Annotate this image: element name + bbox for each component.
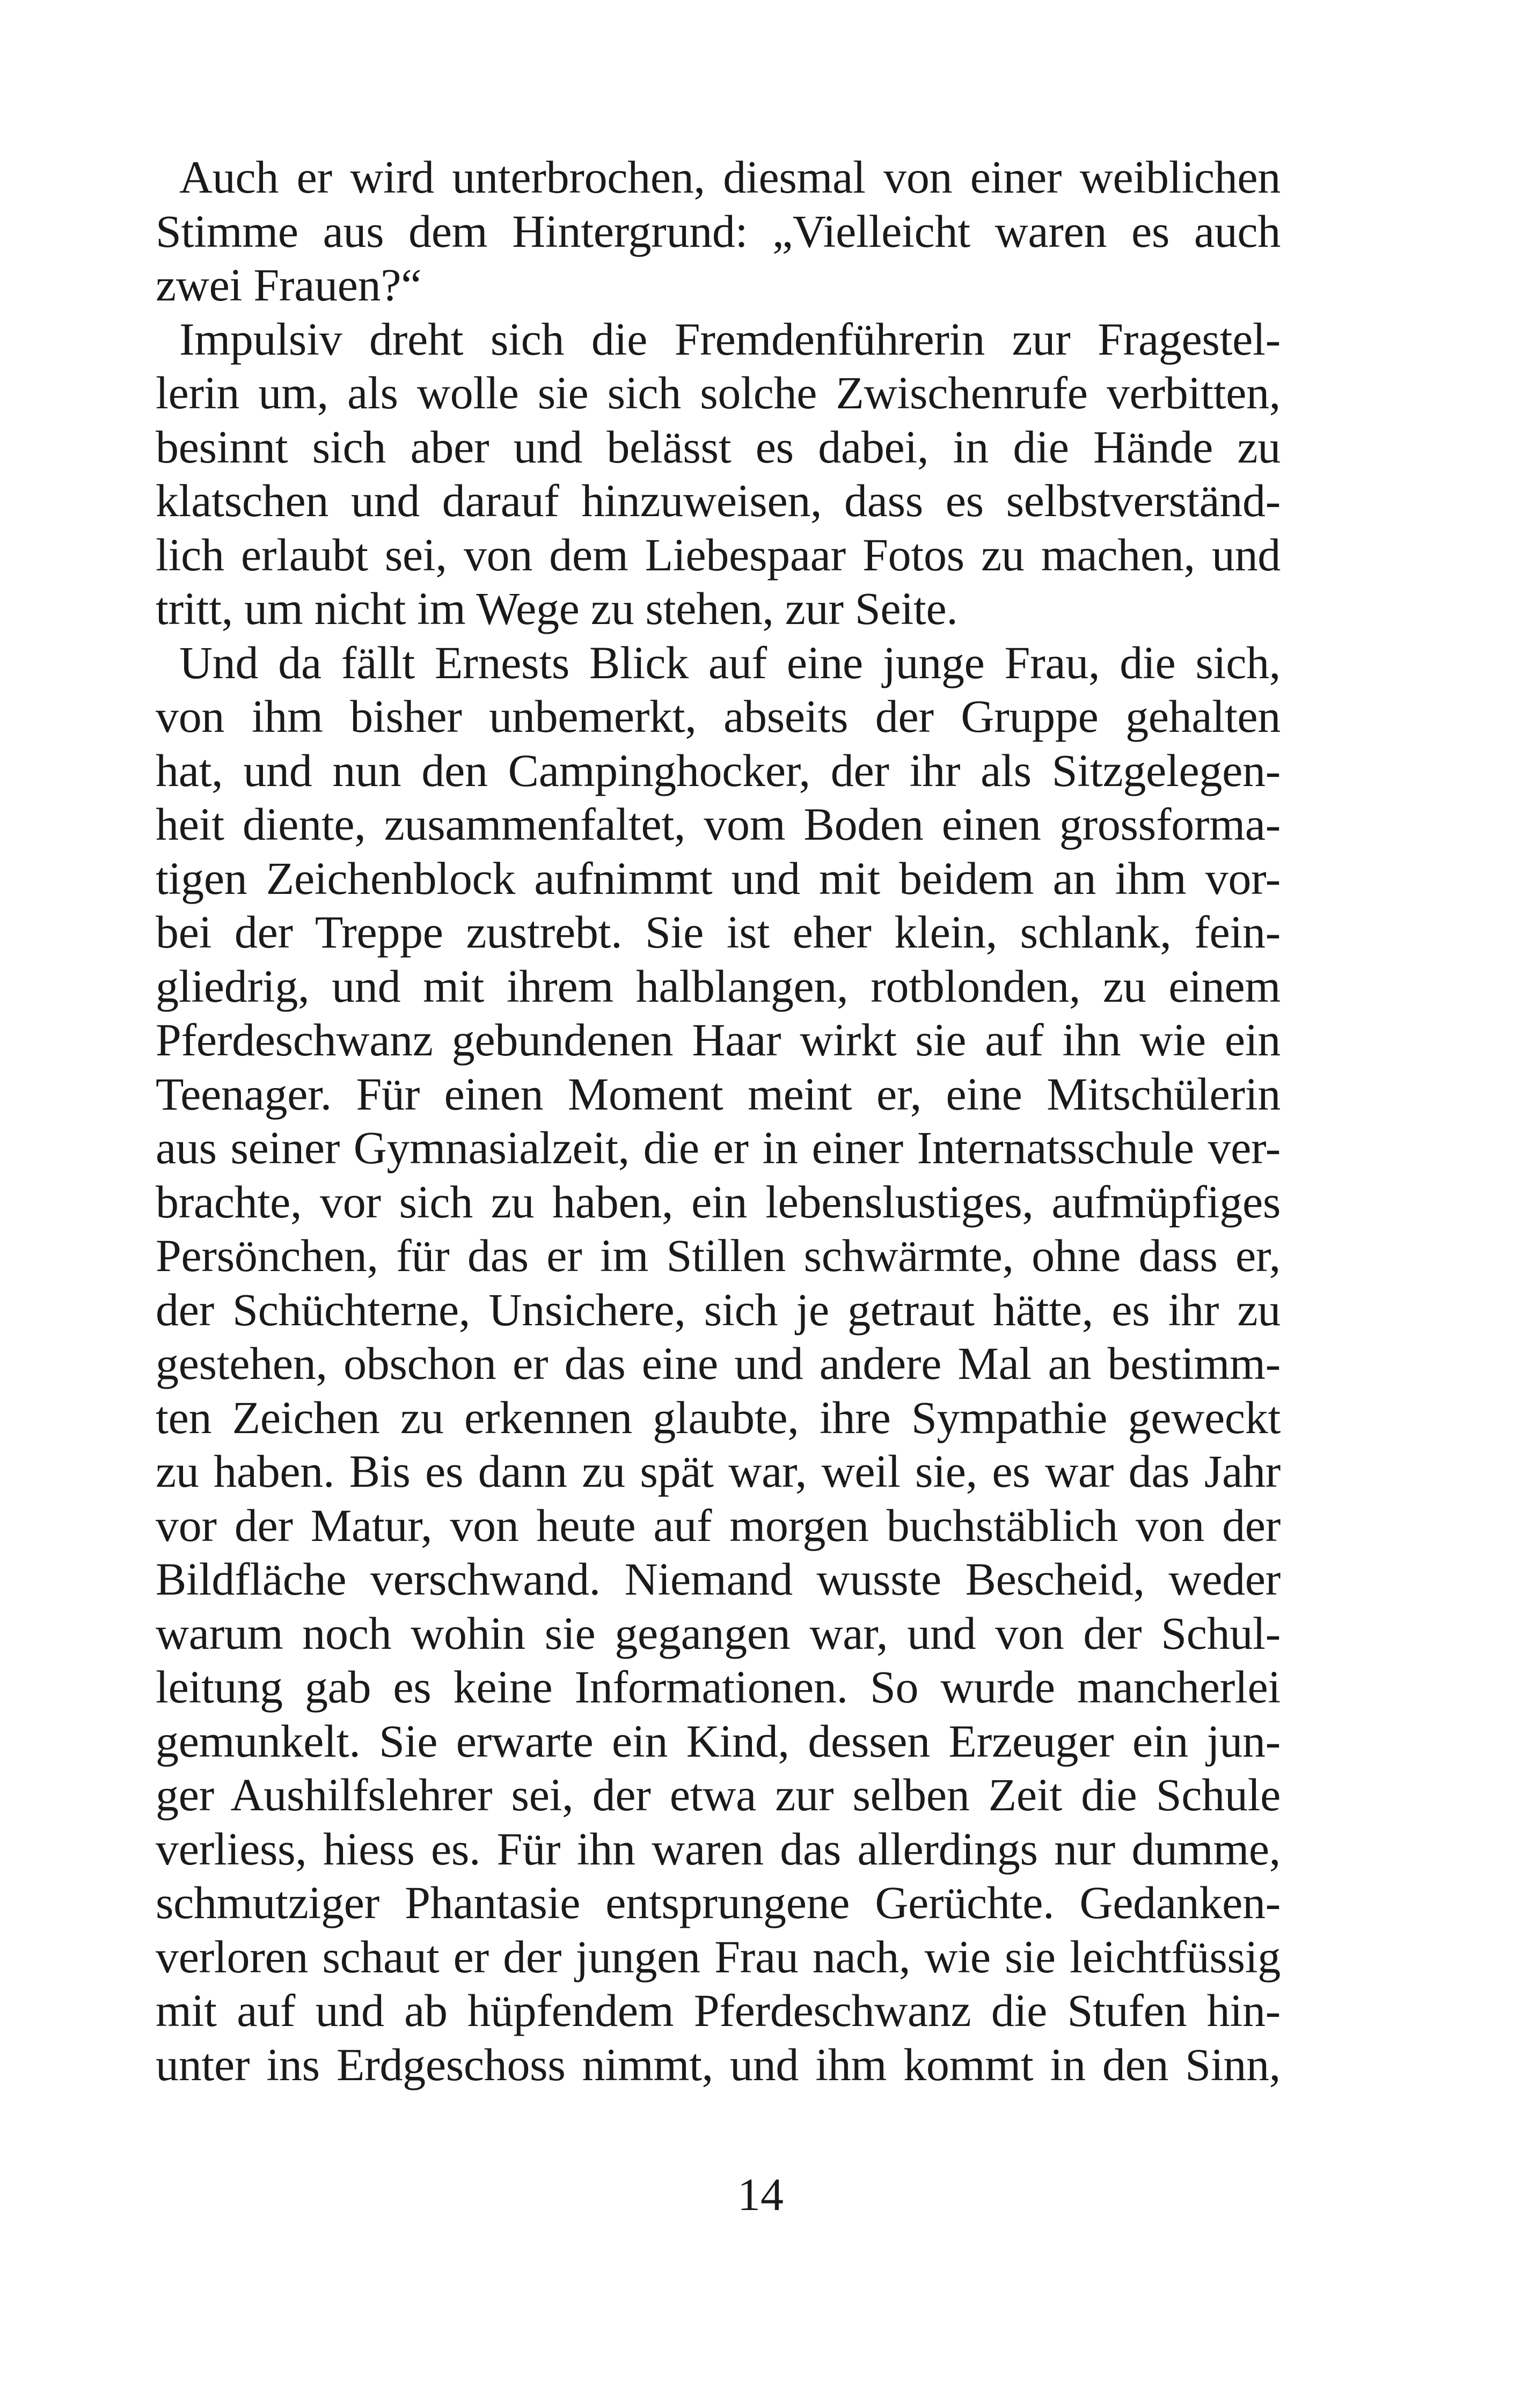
text-line: ten Zeichen zu erkennen glaubte, ihre Sympathie geweckt — [156, 1391, 1281, 1443]
text-line: gestehen, obschon er das eine und andere Mal an bestimm- — [156, 1338, 1281, 1389]
text-line: hat, und nun den Campinghocker, der ihr als Sitzgelegen- — [156, 744, 1281, 796]
text-line: unter ins Erdgeschoss nimmt, und ihm kommt in den Sinn, — [156, 2038, 1281, 2090]
text-line: heit diente, zusammenfaltet, vom Boden einen grossforma- — [156, 798, 1281, 850]
text-line: Persönchen, für das er im Stillen schwärmte, ohne dass er, — [156, 1230, 1281, 1281]
text-line: Impulsiv dreht sich die Fremdenführerin zur Fragestel- — [179, 313, 1281, 365]
text-line: tigen Zeichenblock aufnimmt und mit beidem an ihm vor- — [156, 852, 1281, 904]
body-text — [156, 150, 1281, 2091]
text-line: brachte, vor sich zu haben, ein lebenslustiges, aufmüpfiges — [156, 1176, 1281, 1228]
text-line: zwei Frauen?“ — [156, 259, 422, 311]
text-line: von ihm bisher unbemerkt, abseits der Gruppe gehalten — [156, 691, 1281, 742]
text-line: zu haben. Bis es dann zu spät war, weil sie, es war das Jahr — [156, 1445, 1281, 1497]
text-line: vor der Matur, von heute auf morgen buchstäblich von der — [156, 1499, 1281, 1551]
text-line: gemunkelt. Sie erwarte ein Kind, dessen Erzeuger ein jun- — [156, 1715, 1281, 1767]
text-line: Bildfläche verschwand. Niemand wusste Bescheid, weder — [156, 1553, 1281, 1605]
page-number: 14 — [737, 2169, 784, 2220]
text-line: leitung gab es keine Informationen. So wurde mancherlei — [156, 1661, 1281, 1713]
text-line: besinnt sich aber und belässt es dabei, in die Hände zu — [156, 421, 1281, 473]
text-line: Stimme aus dem Hintergrund: „Vielleicht waren es auch — [156, 205, 1281, 257]
text-line: bei der Treppe zustrebt. Sie ist eher klein, schlank, fein- — [156, 906, 1281, 958]
text-line: Teenager. Für einen Moment meint er, eine Mitschülerin — [156, 1068, 1281, 1120]
text-line: verliess, hiess es. Für ihn waren das allerdings nur dumme, — [156, 1823, 1281, 1875]
text-line: lich erlaubt sei, von dem Liebespaar Fotos zu machen, und — [156, 528, 1281, 581]
text-line: mit auf und ab hüpfendem Pferdeschwanz die Stufen hin- — [156, 1985, 1281, 2036]
text-line: lerin um, als wolle sie sich solche Zwischenrufe verbitten, — [156, 367, 1281, 419]
text-line: Pferdeschwanz gebundenen Haar wirkt sie auf ihn wie ein — [156, 1014, 1281, 1066]
text-line: Und da fällt Ernests Blick auf eine junge Frau, die sich, — [179, 636, 1281, 688]
text-line: aus seiner Gymnasialzeit, die er in einer Internatsschule ver- — [156, 1122, 1281, 1173]
text-line: Auch er wird unterbrochen, diesmal von einer weiblichen — [179, 151, 1281, 203]
text-line: warum noch wohin sie gegangen war, und von der Schul- — [156, 1607, 1281, 1659]
text-line: gliedrig, und mit ihrem halblangen, rotblonden, zu einem — [156, 960, 1281, 1012]
text-line: verloren schaut er der jungen Frau nach, wie sie leichtfüssig — [156, 1930, 1281, 1983]
text-line: ger Aushilfslehrer sei, der etwa zur selben Zeit die Schule — [156, 1769, 1281, 1820]
text-line: schmutziger Phantasie entsprungene Gerüchte. Gedanken- — [156, 1877, 1281, 1928]
text-line: tritt, um nicht im Wege zu stehen, zur Seite. — [156, 583, 958, 634]
text-line: klatschen und darauf hinzuweisen, dass es selbstverständ- — [156, 475, 1281, 526]
text-line: der Schüchterne, Unsichere, sich je getraut hätte, es ihr zu — [156, 1283, 1281, 1335]
